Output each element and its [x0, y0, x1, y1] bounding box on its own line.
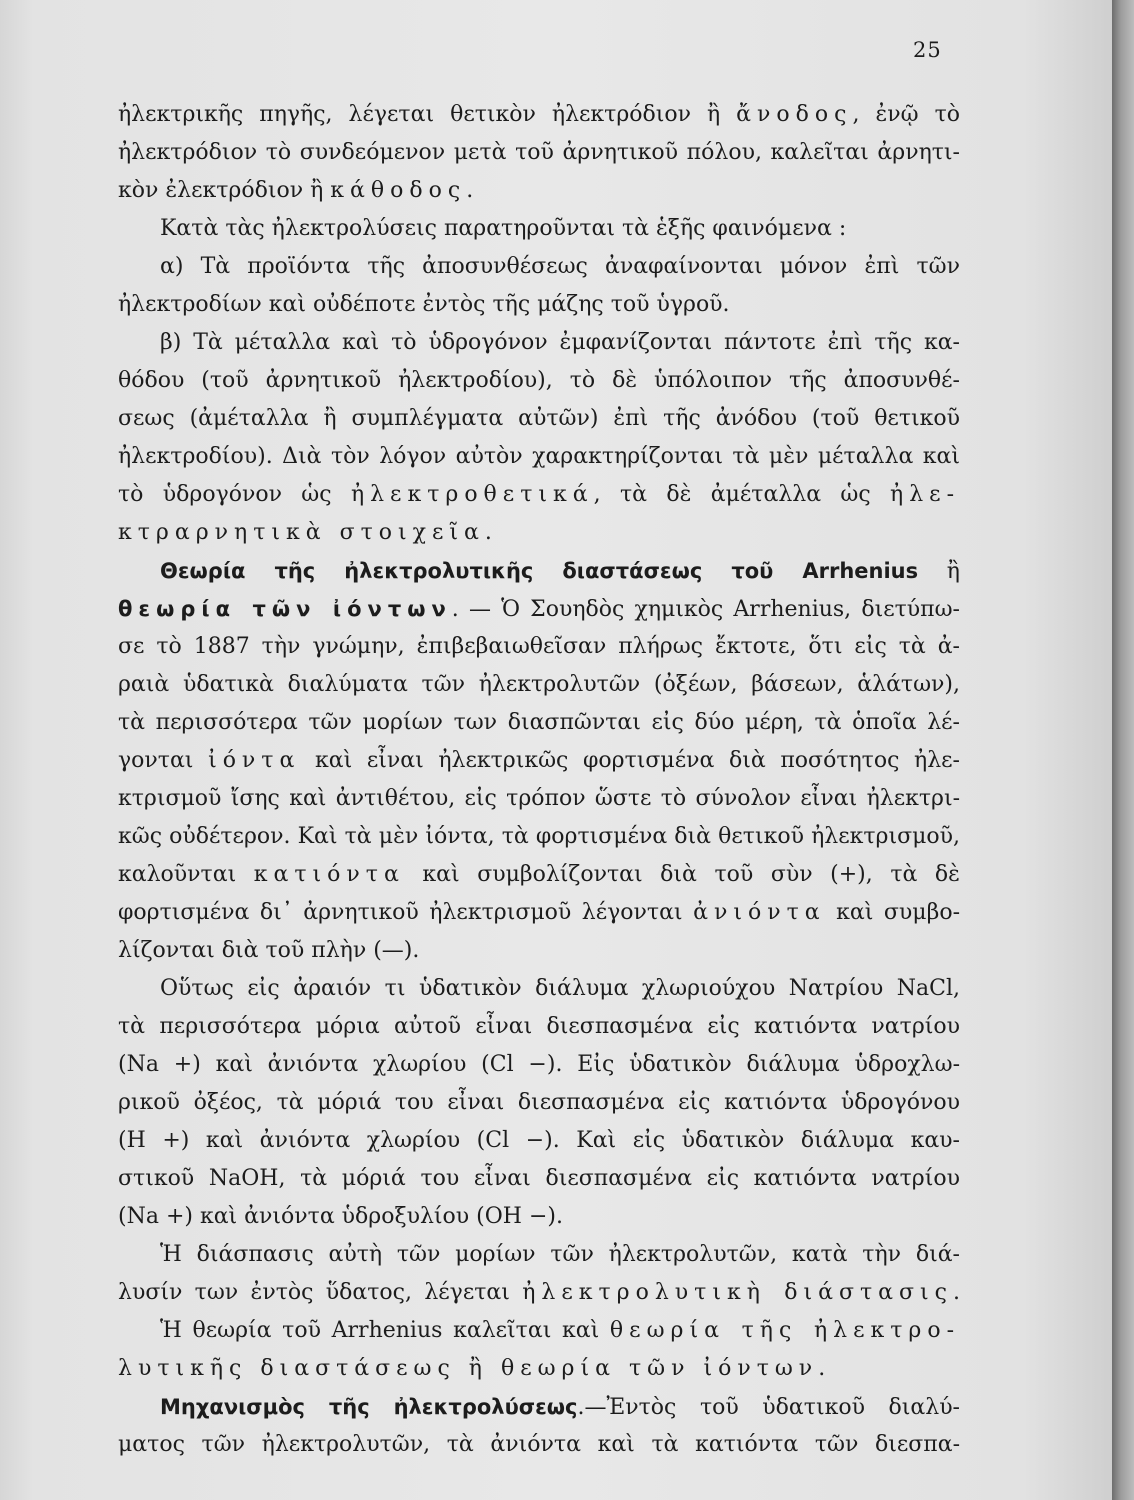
- section-heading: Θεωρία τῆς ἠλεκτρολυτικῆς διαστάσεως τοῦ Arrhenius: [160, 559, 919, 583]
- text-line: Κατὰ τὰς ἠλεκτρολύσεις παρατηροῦνται τὰ ἑξῆς φαινόμενα :: [160, 216, 847, 241]
- text-line: στικοῦ NaOH, τὰ μόριά του εἶναι διεσπασμένα εἰς κατιόντα νατρίου: [118, 1166, 960, 1191]
- text-line: τὰ περισσότερα μόρια αὐτοῦ εἶναι διεσπασμένα εἰς κατιόντα νατρίου: [118, 1014, 960, 1039]
- section-heading-line: Μηχανισμὸς τῆς ἠλεκτρολύσεως.—Ἐντὸς τοῦ ὑδατικοῦ διαλύ-: [160, 1395, 960, 1420]
- page-edge: [1112, 0, 1134, 1500]
- section-heading-line: Θεωρία τῆς ἠλεκτρολυτικῆς διαστάσεως τοῦ Arrhenius ἢ: [160, 559, 960, 584]
- text-line: κῶς οὐδέτερον. Καὶ τὰ μὲν ἰόντα, τὰ φορτισμένα διὰ θετικοῦ ἠλεκτρισμοῦ,: [118, 824, 960, 849]
- section-heading-line: θεωρία τῶν ἰόντων. — Ὁ Σουηδὸς χημικὸς Arrhenius, διετύπω-: [118, 597, 960, 622]
- page-number: 25: [913, 38, 942, 62]
- text-line: (Na +) καὶ ἀνιόντα χλωρίου (Cl −). Εἰς ὑδατικὸν διάλυμα ὑδροχλω-: [118, 1052, 960, 1077]
- text-line: καλοῦνται κατιόντα καὶ συμβολίζονται διὰ τοῦ σὺν (+), τὰ δὲ: [118, 862, 960, 887]
- text-line: ἠλεκτροδίου). Διὰ τὸν λόγον αὐτὸν χαρακτηρίζονται τὰ μὲν μέταλλα καὶ: [118, 444, 960, 469]
- text-line: φορτισμένα δι᾿ ἀρνητικοῦ ἠλεκτρισμοῦ λέγονται ἀνιόντα καὶ συμβο-: [118, 900, 960, 925]
- text-line: ματος τῶν ἠλεκτρολυτῶν, τὰ ἀνιόντα καὶ τὰ κατιόντα τῶν διεσπα-: [118, 1432, 960, 1457]
- text-line: σε τὸ 1887 τὴν γνώμην, ἐπιβεβαιωθεῖσαν πλήρως ἔκτοτε, ὅτι εἰς τὰ ἀ-: [118, 634, 960, 659]
- section-heading: θεωρία τῶν ἰόντων: [118, 597, 452, 621]
- text-line: λυτικῆς διαστάσεως ἢ θεωρία τῶν ἰόντων.: [118, 1356, 826, 1381]
- text-line: ραιὰ ὑδατικὰ διαλύματα τῶν ἠλεκτρολυτῶν (ὀξέων, βάσεων, ἁλάτων),: [118, 672, 960, 697]
- text-line: σεως (ἀμέταλλα ἢ συμπλέγματα αὐτῶν) ἐπὶ τῆς ἀνόδου (τοῦ θετικοῦ: [118, 406, 960, 431]
- text-line: Ἡ διάσπασις αὐτὴ τῶν μορίων τῶν ἠλεκτρολυτῶν, κατὰ τὴν διά-: [160, 1242, 960, 1267]
- page-body-text: [118, 96, 960, 1464]
- text-line: ἠλεκτροδίων καὶ οὐδέποτε ἐντὸς τῆς μάζης τοῦ ὑγροῦ.: [118, 292, 730, 317]
- text-line: Οὕτως εἰς ἀραιόν τι ὑδατικὸν διάλυμα χλωριούχου Νατρίου NaCl,: [160, 976, 960, 1001]
- text-line: ἠλεκτρικῆς πηγῆς, λέγεται θετικὸν ἠλεκτρόδιον ἢ ἄνοδος, ἐνῷ τὸ: [118, 102, 960, 127]
- text-line: λίζονται διὰ τοῦ πλὴν (—).: [118, 938, 420, 963]
- text-line: Ἡ θεωρία τοῦ Arrhenius καλεῖται καὶ θεωρία τῆς ἠλεκτρο-: [160, 1318, 961, 1343]
- text-line: α) Τὰ προϊόντα τῆς ἀποσυνθέσεως ἀναφαίνονται μόνον ἐπὶ τῶν: [160, 254, 960, 279]
- text-line: β) Τὰ μέταλλα καὶ τὸ ὑδρογόνον ἐμφανίζονται πάντοτε ἐπὶ τῆς κα-: [160, 330, 960, 355]
- text-line: κὸν ἐλεκτρόδιον ἢ κάθοδος.: [118, 178, 474, 203]
- text-line: γονται ἰόντα καὶ εἶναι ἠλεκτρικῶς φορτισμένα διὰ ποσότητος ἠλε-: [118, 748, 960, 773]
- text-line: τὸ ὑδρογόνον ὡς ἠλεκτροθετικά, τὰ δὲ ἀμέταλλα ὡς ἠλε-: [118, 482, 961, 507]
- text-line: ἠλεκτρόδιον τὸ συνδεόμενον μετὰ τοῦ ἀρνητικοῦ πόλου, καλεῖται ἀρνητι-: [118, 140, 960, 165]
- text-line: θόδου (τοῦ ἀρνητικοῦ ἠλεκτροδίου), τὸ δὲ ὑπόλοιπον τῆς ἀποσυνθέ-: [118, 368, 960, 393]
- text-line: λυσίν των ἐντὸς ὕδατος, λέγεται ἠλεκτρολυτικὴ διάστασις.: [118, 1280, 960, 1305]
- text-line: ρικοῦ ὀξέος, τὰ μόριά του εἶναι διεσπασμένα εἰς κατιόντα ὑδρογόνου: [118, 1090, 960, 1115]
- text-line: τὰ περισσότερα τῶν μορίων των διασπῶνται εἰς δύο μέρη, τὰ ὁποῖα λέ-: [118, 710, 960, 735]
- text-line: κτρισμοῦ ἴσης καὶ ἀντιθέτου, εἰς τρόπον ὥστε τὸ σύνολον εἶναι ἠλεκτρι-: [118, 786, 960, 811]
- text-line: κτραρνητικὰ στοιχεῖα.: [118, 520, 492, 545]
- text-line: (H +) καὶ ἀνιόντα χλωρίου (Cl −). Καὶ εἰς ὑδατικὸν διάλυμα καυ-: [118, 1128, 960, 1153]
- section-heading: Μηχανισμὸς τῆς ἠλεκτρολύσεως: [160, 1395, 578, 1419]
- text-line: (Na +) καὶ ἀνιόντα ὑδροξυλίου (OH −).: [118, 1204, 563, 1229]
